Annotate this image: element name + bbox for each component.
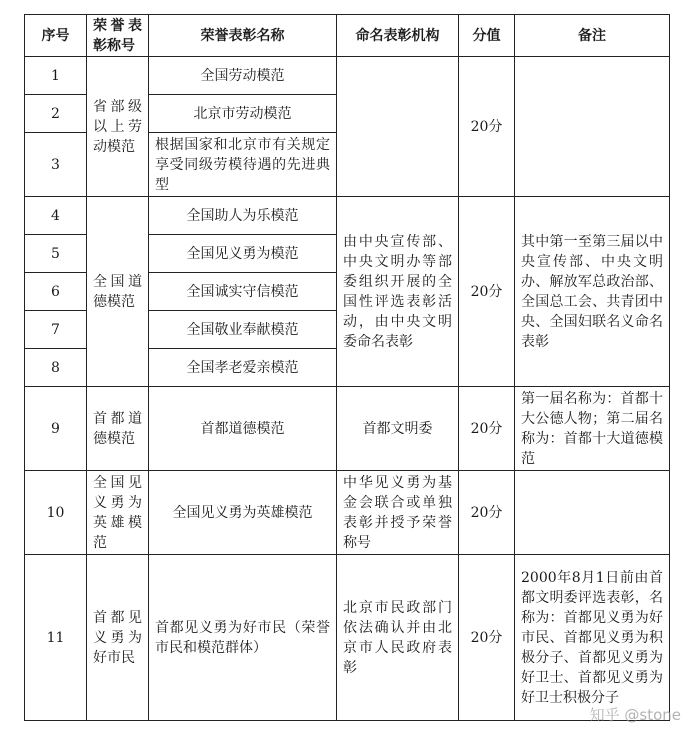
category-cell: 首都道德模范 xyxy=(87,387,149,471)
score-cell: 20分 xyxy=(459,57,515,197)
table-row xyxy=(25,57,670,95)
row-no: 10 xyxy=(25,471,87,555)
score-cell: 20分 xyxy=(459,555,515,721)
table-row xyxy=(25,471,670,555)
row-no: 8 xyxy=(25,349,87,387)
table-row xyxy=(25,197,670,235)
table-row xyxy=(25,555,670,721)
header-category: 荣誉表彰称号 xyxy=(87,15,149,57)
org-cell: 中华见义勇为基金会联合或单独表彰并授予荣誉称号 xyxy=(337,471,459,555)
header-name: 荣誉表彰名称 xyxy=(149,15,337,57)
table-row xyxy=(25,387,670,471)
honor-table xyxy=(24,14,670,721)
org-cell xyxy=(337,57,459,197)
row-no: 2 xyxy=(25,95,87,133)
honor-name: 全国孝老爱亲模范 xyxy=(149,349,337,387)
honor-name: 北京市劳动模范 xyxy=(149,95,337,133)
header-no: 序号 xyxy=(25,15,87,57)
honor-name: 全国助人为乐模范 xyxy=(149,197,337,235)
honor-name: 全国诚实守信模范 xyxy=(149,273,337,311)
row-no: 6 xyxy=(25,273,87,311)
honor-name: 首都道德模范 xyxy=(149,387,337,471)
row-no: 9 xyxy=(25,387,87,471)
row-no: 1 xyxy=(25,57,87,95)
watermark: 知乎 @stone xyxy=(589,706,681,724)
note-cell xyxy=(515,471,670,555)
org-cell: 由中央宣传部、中央文明办等部委组织开展的全国性评选表彰活动，由中央文明委命名表彰 xyxy=(337,197,459,387)
honor-name: 全国敬业奉献模范 xyxy=(149,311,337,349)
score-cell: 20分 xyxy=(459,197,515,387)
org-cell: 北京市民政部门依法确认并由北京市人民政府表彰 xyxy=(337,555,459,721)
category-cell: 全国见义勇为英雄模范 xyxy=(87,471,149,555)
header-note: 备注 xyxy=(515,15,670,57)
score-cell: 20分 xyxy=(459,471,515,555)
category-cell: 全国道德模范 xyxy=(87,197,149,387)
row-no: 5 xyxy=(25,235,87,273)
row-no: 7 xyxy=(25,311,87,349)
honor-name: 根据国家和北京市有关规定享受同级劳模待遇的先进典型 xyxy=(149,133,337,197)
org-cell: 首都文明委 xyxy=(337,387,459,471)
honor-name: 全国见义勇为模范 xyxy=(149,235,337,273)
honor-name: 全国见义勇为英雄模范 xyxy=(149,471,337,555)
header-score: 分值 xyxy=(459,15,515,57)
note-cell: 2000年8月1日前由首都文明委评选表彰，名称为：首都见义勇为好市民、首都见义勇为积极分子、首都见义勇为好卫士、首都见义勇为好卫士积极分子 xyxy=(515,555,670,721)
honor-name: 首都见义勇为好市民（荣誉市民和模范群体） xyxy=(149,555,337,721)
note-cell: 第一届名称为：首都十大公德人物；第二届名称为：首都十大道德模范 xyxy=(515,387,670,471)
honor-name: 全国劳动模范 xyxy=(149,57,337,95)
category-cell: 首都见义勇为好市民 xyxy=(87,555,149,721)
header-org: 命名表彰机构 xyxy=(337,15,459,57)
score-cell: 20分 xyxy=(459,387,515,471)
row-no: 3 xyxy=(25,133,87,197)
note-cell xyxy=(515,57,670,197)
note-cell: 其中第一至第三届以中央宣传部、中央文明办、解放军总政治部、全国总工会、共青团中央、全国妇联名义命名表彰 xyxy=(515,197,670,387)
category-cell: 省部级以上劳动模范 xyxy=(87,57,149,197)
header-row xyxy=(25,15,670,57)
row-no: 11 xyxy=(25,555,87,721)
row-no: 4 xyxy=(25,197,87,235)
